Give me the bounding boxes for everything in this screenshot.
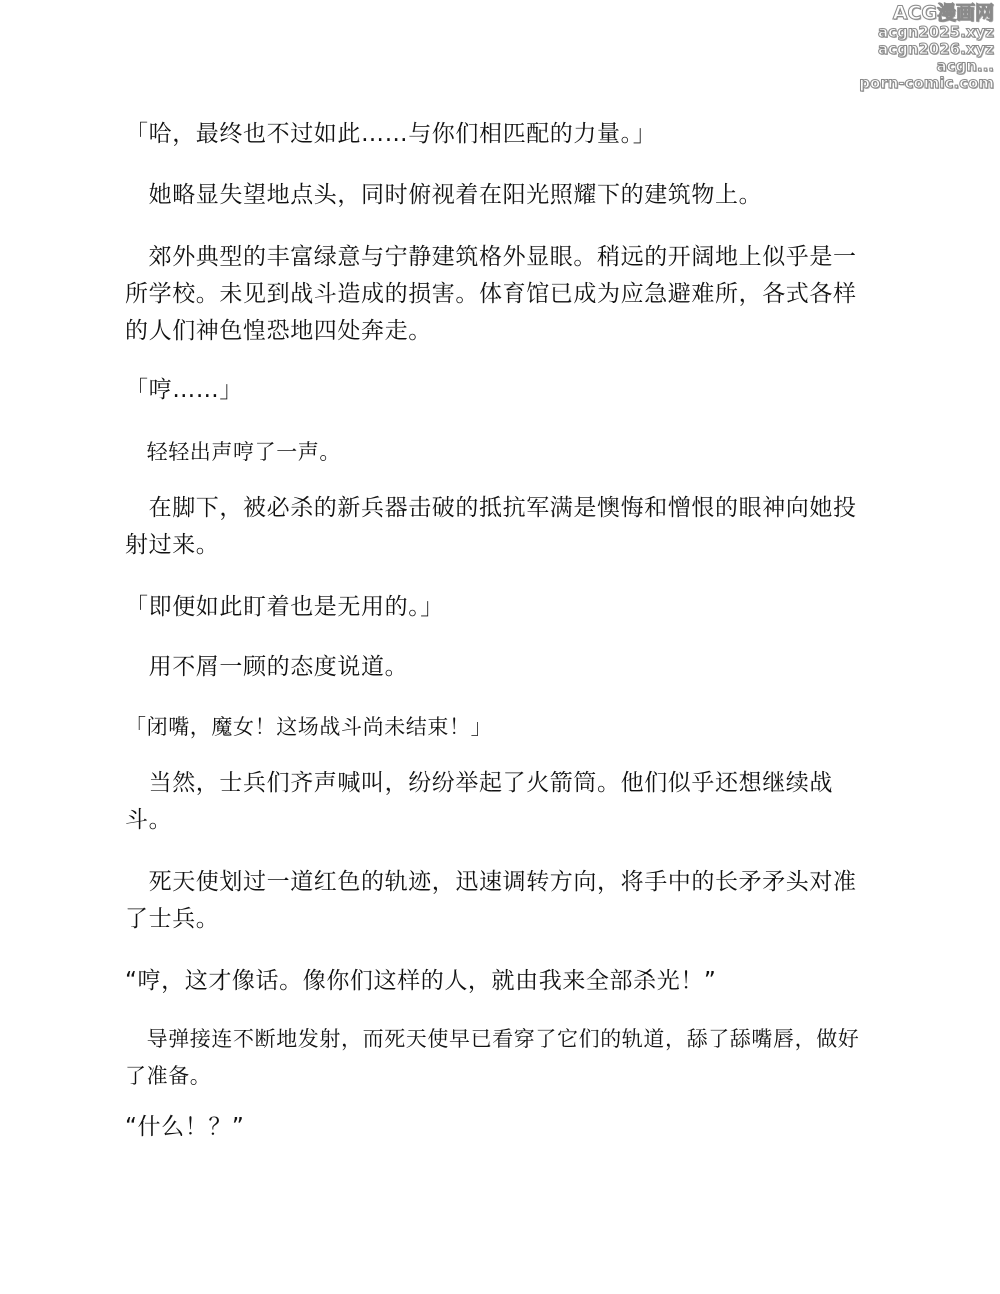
paragraph-narration: 导弹接连不断地发射，而死天使早已看穿了它们的轨道，舔了舔嘴唇，做好了准备。 bbox=[125, 1027, 860, 1088]
watermark-line: ACG漫画网 bbox=[892, 2, 994, 24]
paragraph-dialogue: 「即便如此盯着也是无用的。」 bbox=[125, 594, 444, 620]
paragraph-dialogue: 「闭嘴，魔女！这场战斗尚未结束！」 bbox=[125, 715, 493, 739]
paragraph-narration: 当然，士兵们齐声喊叫，纷纷举起了火箭筒。他们似乎还想继续战斗。 bbox=[125, 770, 833, 833]
paragraph-dialogue: 「哼……」 bbox=[125, 377, 243, 403]
watermark-line: acgn2025.xyz bbox=[877, 23, 994, 41]
watermark-line: acgn2026.xyz bbox=[877, 40, 994, 58]
site-watermark bbox=[844, 2, 994, 92]
paragraph-narration: 用不屑一顾的态度说道。 bbox=[125, 654, 409, 680]
paragraph-narration: 轻轻出声哼了一声。 bbox=[125, 440, 341, 464]
paragraph-dialogue: 「哈，最终也不过如此……与你们相匹配的力量。」 bbox=[125, 121, 657, 147]
paragraph-narration: 她略显失望地点头，同时俯视着在阳光照耀下的建筑物上。 bbox=[125, 182, 763, 208]
watermark-line: acgn... bbox=[936, 57, 994, 75]
paragraph-narration: 在脚下，被必杀的新兵器击破的抵抗军满是懊悔和憎恨的眼神向她投射过来。 bbox=[125, 495, 857, 558]
paragraph-dialogue: “什么！？” bbox=[125, 1114, 245, 1140]
watermark-line: porn-comic.com bbox=[859, 74, 994, 92]
paragraph-dialogue: “哼，这才像话。像你们这样的人，就由我来全部杀光！” bbox=[125, 968, 717, 994]
paragraph-narration: 郊外典型的丰富绿意与宁静建筑格外显眼。稍远的开阔地上似乎是一所学校。未见到战斗造成的损害。体育馆已成为应急避难所，各式各样的人们神色惶恐地四处奔走。 bbox=[125, 244, 857, 344]
paragraph-narration: 死天使划过一道红色的轨迹，迅速调转方向，将手中的长矛矛头对准了士兵。 bbox=[125, 869, 857, 932]
